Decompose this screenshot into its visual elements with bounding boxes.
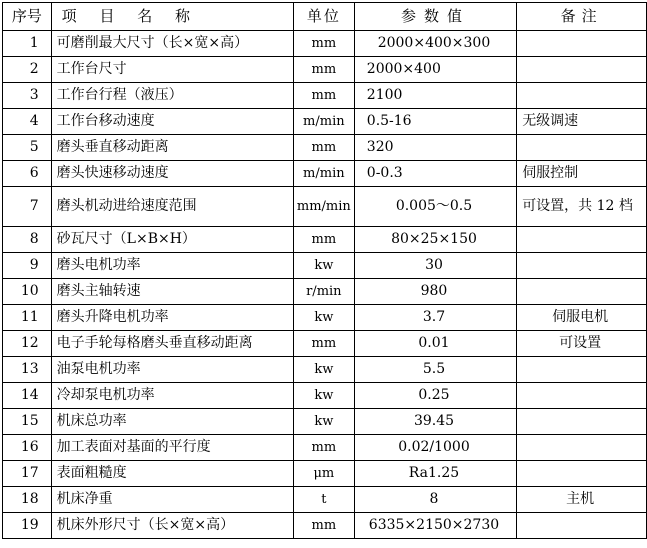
row-num: 10 bbox=[3, 279, 52, 305]
row-value: 3.7 bbox=[354, 305, 516, 331]
row-num: 15 bbox=[3, 409, 52, 435]
row-note bbox=[517, 279, 647, 305]
table-row bbox=[3, 161, 647, 187]
row-name: 砂瓦尺寸（L×B×H） bbox=[51, 227, 293, 253]
row-unit: m/min bbox=[293, 109, 354, 135]
row-note bbox=[517, 227, 647, 253]
table-row bbox=[3, 513, 647, 539]
table-row bbox=[3, 409, 647, 435]
row-name: 工作台行程（液压） bbox=[51, 83, 293, 109]
row-name: 冷却泵电机功率 bbox=[51, 383, 293, 409]
row-note bbox=[517, 383, 647, 409]
row-unit: mm/min bbox=[293, 187, 354, 227]
row-note bbox=[517, 409, 647, 435]
row-name: 油泵电机功率 bbox=[51, 357, 293, 383]
row-name: 磨头主轴转速 bbox=[51, 279, 293, 305]
table-row bbox=[3, 331, 647, 357]
row-num: 14 bbox=[3, 383, 52, 409]
row-name: 可磨削最大尺寸（长×宽×高） bbox=[51, 31, 293, 57]
row-value: 0-0.3 bbox=[354, 161, 516, 187]
row-unit: kw bbox=[293, 305, 354, 331]
row-unit: mm bbox=[293, 435, 354, 461]
table-row bbox=[3, 357, 647, 383]
row-value: 2000×400×300 bbox=[354, 31, 516, 57]
table-row bbox=[3, 31, 647, 57]
row-unit: μm bbox=[293, 461, 354, 487]
table-row bbox=[3, 461, 647, 487]
row-name: 磨头垂直移动距离 bbox=[51, 135, 293, 161]
row-name: 机床外形尺寸（长×宽×高） bbox=[51, 513, 293, 539]
row-name: 磨头机动进给速度范围 bbox=[51, 187, 293, 227]
table-row bbox=[3, 187, 647, 227]
row-name: 加工表面对基面的平行度 bbox=[51, 435, 293, 461]
table-row bbox=[3, 305, 647, 331]
row-value: 8 bbox=[354, 487, 516, 513]
table-row bbox=[3, 279, 647, 305]
row-name: 表面粗糙度 bbox=[51, 461, 293, 487]
row-note bbox=[517, 57, 647, 83]
row-value: Ra1.25 bbox=[354, 461, 516, 487]
row-note bbox=[517, 83, 647, 109]
row-value: 0.01 bbox=[354, 331, 516, 357]
row-note bbox=[517, 435, 647, 461]
row-name: 磨头快速移动速度 bbox=[51, 161, 293, 187]
row-unit: m/min bbox=[293, 161, 354, 187]
header-value: 参数值 bbox=[354, 3, 516, 31]
row-name: 机床总功率 bbox=[51, 409, 293, 435]
row-value: 0.02/1000 bbox=[354, 435, 516, 461]
row-num: 16 bbox=[3, 435, 52, 461]
row-num: 18 bbox=[3, 487, 52, 513]
row-note bbox=[517, 135, 647, 161]
row-unit: mm bbox=[293, 31, 354, 57]
table-row bbox=[3, 383, 647, 409]
spec-table bbox=[2, 2, 647, 539]
table-row bbox=[3, 83, 647, 109]
row-unit: kw bbox=[293, 383, 354, 409]
row-num: 1 bbox=[3, 31, 52, 57]
row-unit: r/min bbox=[293, 279, 354, 305]
row-num: 5 bbox=[3, 135, 52, 161]
header-note: 备注 bbox=[517, 3, 647, 31]
row-name: 工作台移动速度 bbox=[51, 109, 293, 135]
row-unit: kw bbox=[293, 409, 354, 435]
row-note: 主机 bbox=[517, 487, 647, 513]
row-name: 机床净重 bbox=[51, 487, 293, 513]
row-num: 3 bbox=[3, 83, 52, 109]
table-row bbox=[3, 253, 647, 279]
row-note bbox=[517, 357, 647, 383]
row-num: 11 bbox=[3, 305, 52, 331]
row-unit: mm bbox=[293, 135, 354, 161]
row-value: 0.005～0.5 bbox=[354, 187, 516, 227]
row-unit: mm bbox=[293, 227, 354, 253]
row-value: 320 bbox=[354, 135, 516, 161]
table-row bbox=[3, 57, 647, 83]
table-row bbox=[3, 135, 647, 161]
table-row bbox=[3, 487, 647, 513]
row-value: 39.45 bbox=[354, 409, 516, 435]
row-num: 17 bbox=[3, 461, 52, 487]
row-value: 0.25 bbox=[354, 383, 516, 409]
row-unit: mm bbox=[293, 331, 354, 357]
row-value: 30 bbox=[354, 253, 516, 279]
row-unit: kw bbox=[293, 253, 354, 279]
header-num: 序号 bbox=[3, 3, 52, 31]
row-note bbox=[517, 31, 647, 57]
row-note bbox=[517, 461, 647, 487]
row-note: 伺服控制 bbox=[517, 161, 647, 187]
row-unit: mm bbox=[293, 57, 354, 83]
header-unit: 单位 bbox=[293, 3, 354, 31]
row-note bbox=[517, 513, 647, 539]
row-num: 4 bbox=[3, 109, 52, 135]
table-row bbox=[3, 435, 647, 461]
row-note: 无级调速 bbox=[517, 109, 647, 135]
row-unit: kw bbox=[293, 357, 354, 383]
row-value: 2100 bbox=[354, 83, 516, 109]
table-header-row bbox=[3, 3, 647, 31]
row-value: 6335×2150×2730 bbox=[354, 513, 516, 539]
row-name: 磨头升降电机功率 bbox=[51, 305, 293, 331]
row-name: 工作台尺寸 bbox=[51, 57, 293, 83]
header-name: 项 目 名 称 bbox=[51, 3, 293, 31]
row-value: 80×25×150 bbox=[354, 227, 516, 253]
row-unit: mm bbox=[293, 513, 354, 539]
row-num: 6 bbox=[3, 161, 52, 187]
row-name: 电子手轮每格磨头垂直移动距离 bbox=[51, 331, 293, 357]
row-note bbox=[517, 253, 647, 279]
row-num: 8 bbox=[3, 227, 52, 253]
row-value: 0.5-16 bbox=[354, 109, 516, 135]
row-value: 2000×400 bbox=[354, 57, 516, 83]
row-num: 9 bbox=[3, 253, 52, 279]
row-unit: t bbox=[293, 487, 354, 513]
table-row bbox=[3, 227, 647, 253]
row-num: 13 bbox=[3, 357, 52, 383]
row-note: 伺服电机 bbox=[517, 305, 647, 331]
row-unit: mm bbox=[293, 83, 354, 109]
row-num: 12 bbox=[3, 331, 52, 357]
row-note: 可设置，共 12 档 bbox=[517, 187, 647, 227]
row-name: 磨头电机功率 bbox=[51, 253, 293, 279]
row-value: 5.5 bbox=[354, 357, 516, 383]
table-row bbox=[3, 109, 647, 135]
row-note: 可设置 bbox=[517, 331, 647, 357]
row-num: 19 bbox=[3, 513, 52, 539]
row-num: 2 bbox=[3, 57, 52, 83]
row-value: 980 bbox=[354, 279, 516, 305]
row-num: 7 bbox=[3, 187, 52, 227]
